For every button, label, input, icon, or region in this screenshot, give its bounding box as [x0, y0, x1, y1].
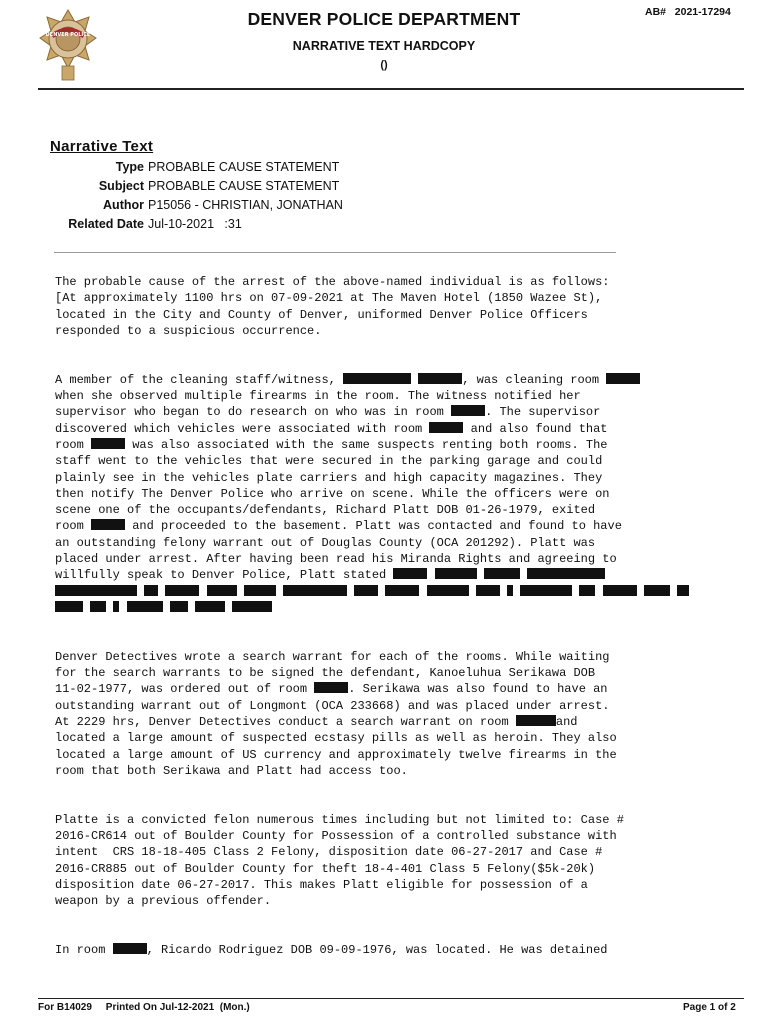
redaction-block — [435, 568, 477, 579]
redaction-block — [451, 405, 485, 416]
redaction-block — [418, 373, 462, 384]
ab-number — [645, 6, 731, 18]
text-line: 2016-CR885 out of Boulder County for theft 18-4-401 Class 5 Felony($5k-20k) — [55, 861, 596, 876]
header-divider — [38, 88, 744, 90]
text-line: weapon by a previous offender. — [55, 894, 272, 909]
fields-divider — [54, 252, 616, 253]
paragraph-witness — [55, 372, 755, 616]
text-line: and — [555, 715, 578, 730]
field-label: Type — [115, 160, 144, 174]
text-line: In room — [55, 943, 113, 958]
redaction-block — [113, 601, 119, 612]
redaction-block — [90, 601, 106, 612]
redaction-block — [476, 585, 500, 596]
text-line: , was cleaning room — [462, 372, 607, 387]
ab-label: AB# — [645, 6, 667, 18]
text-line: an outstanding felony warrant out of Douglas County (OCA 201292). Platt was — [55, 535, 596, 550]
field-author — [40, 197, 343, 214]
text-line: willfully speak to Denver Police, Platt stated — [55, 568, 394, 583]
redaction-block — [429, 422, 463, 433]
redaction-block — [113, 943, 147, 954]
text-line: scene one of the occupants/defendants, Richard Platt DOB 01-26-1979, exited — [55, 503, 596, 518]
redaction-block — [520, 585, 572, 596]
department-title: DENVER POLICE DEPARTMENT — [247, 9, 521, 29]
ab-value: 2021-17294 — [674, 6, 731, 18]
redaction-block — [207, 585, 237, 596]
field-value: PROBABLE CAUSE STATEMENT — [148, 160, 340, 174]
text-line: , Ricardo Rodriguez DOB 09-09-1976, was located. He was detained — [146, 943, 608, 958]
text-line: responded to a suspicious occurrence. — [55, 323, 322, 338]
field-label: Author — [103, 198, 144, 212]
text-line: staff went to the vehicles that were secured in the parking garage and could — [55, 454, 603, 469]
text-line: intent CRS 18-18-405 Class 2 Felony, disposition date 06-27-2017 and Case # — [55, 845, 603, 860]
text-line: and also found that — [463, 421, 608, 436]
redaction-block — [127, 601, 163, 612]
text-line: supervisor who began to do research on who was in room — [55, 405, 452, 420]
text-line: plainly see in the vehicles plate carriers and high capacity magazines. They — [55, 470, 603, 485]
field-subject — [40, 178, 339, 195]
text-line: room — [55, 519, 92, 534]
badge-text: DENVER POLICE — [45, 32, 91, 38]
text-line: Denver Detectives wrote a search warrant for each of the rooms. While waiting — [55, 649, 610, 664]
narrative-title: Narrative Text — [50, 138, 154, 155]
text-line: outstanding warrant out of Longmont (OCA 233668) and was placed under arrest. — [55, 698, 610, 713]
text-line: Platte is a convicted felon numerous times including but not limited to: Case # — [55, 812, 624, 827]
redaction-block — [343, 373, 411, 384]
redaction-block — [677, 585, 689, 596]
redaction-block — [244, 585, 276, 596]
redaction-block — [385, 585, 419, 596]
text-line: . The supervisor — [485, 405, 601, 420]
field-value: PROBABLE CAUSE STATEMENT — [148, 179, 340, 193]
redaction-block — [603, 585, 637, 596]
redaction-block — [144, 585, 158, 596]
text-line: for the search warrants to be signed the defendant, Kanoeluhua Serikawa DOB — [55, 666, 596, 681]
field-related-date — [40, 216, 242, 233]
narrative-body — [55, 274, 755, 991]
paragraph-search-warrant — [55, 649, 755, 779]
redaction-block — [165, 585, 199, 596]
page-number: Page 1 of 2 — [683, 1002, 736, 1013]
footer-divider — [38, 998, 744, 999]
paragraph-rodriguez — [55, 942, 755, 958]
field-value: Jul-10-2021 :31 — [148, 217, 242, 231]
redaction-block — [516, 715, 556, 726]
paragraph-intro — [55, 274, 755, 339]
text-line: located a large amount of suspected ecstasy pills as well as heroin. They also — [55, 731, 617, 746]
field-value: P15056 - CHRISTIAN, JONATHAN — [148, 198, 343, 212]
field-label: Subject — [98, 179, 144, 193]
text-line: A member of the cleaning staff/witness, — [55, 372, 344, 387]
redaction-block — [606, 373, 640, 384]
text-line: then notify The Denver Police who arrive on scene. While the officers were on — [55, 486, 610, 501]
redaction-block — [55, 601, 83, 612]
redaction-block — [314, 682, 348, 693]
redaction-block — [507, 585, 513, 596]
text-line: when she observed multiple firearms in the room. The witness notified her — [55, 389, 581, 404]
text-line: room that both Serikawa and Platt had access too. — [55, 763, 408, 778]
field-type — [40, 159, 339, 176]
redaction-block — [91, 519, 125, 530]
document-subtitle: NARRATIVE TEXT HARDCOPY — [292, 39, 476, 53]
text-line: room — [55, 437, 92, 452]
redaction-block — [579, 585, 595, 596]
field-label: Related Date — [68, 217, 144, 231]
text-line: and proceeded to the basement. Platt was contacted and found to have — [125, 519, 622, 534]
redaction-block — [195, 601, 225, 612]
text-line: discovered which vehicles were associated with room — [55, 421, 430, 436]
footer-print-info: For B14029 Printed On Jul-12-2021 (Mon.) — [38, 1002, 250, 1013]
text-line: [At approximately 1100 hrs on 07-09-2021 at The Maven Hotel (1850 Wazee St), — [55, 291, 603, 306]
redaction-block — [170, 601, 188, 612]
text-line: The probable cause of the arrest of the above-named individual is as follows: — [55, 275, 610, 289]
text-line: 2016-CR614 out of Boulder County for Possession of a controlled substance with — [55, 829, 617, 844]
redaction-block — [393, 568, 427, 579]
redaction-block — [232, 601, 272, 612]
text-line: At 2229 hrs, Denver Detectives conduct a search warrant on room — [55, 715, 516, 730]
text-line: disposition date 06-27-2017. This makes Platt eligible for possession of a — [55, 877, 588, 892]
redaction-block — [484, 568, 520, 579]
redaction-block — [644, 585, 670, 596]
text-line: located in the City and County of Denver, uniformed Denver Police Officers — [55, 307, 588, 322]
subtitle-parens: () — [380, 59, 388, 71]
redaction-block — [427, 585, 469, 596]
text-line: placed under arrest. After having been read his Miranda Rights and agreeing to — [55, 552, 617, 567]
redaction-block — [527, 568, 605, 579]
text-line: was also associated with the same suspects renting both rooms. The — [125, 437, 608, 452]
paragraph-convictions — [55, 812, 755, 910]
redaction-block — [55, 585, 137, 596]
redaction-block — [91, 438, 125, 449]
text-line: located a large amount of US currency and approximately twelve firearms in the — [55, 747, 617, 762]
redaction-block — [354, 585, 378, 596]
redaction-block — [283, 585, 347, 596]
text-line: 11-02-1977, was ordered out of room — [55, 682, 315, 697]
text-line: . Serikawa was also found to have an — [348, 682, 608, 697]
